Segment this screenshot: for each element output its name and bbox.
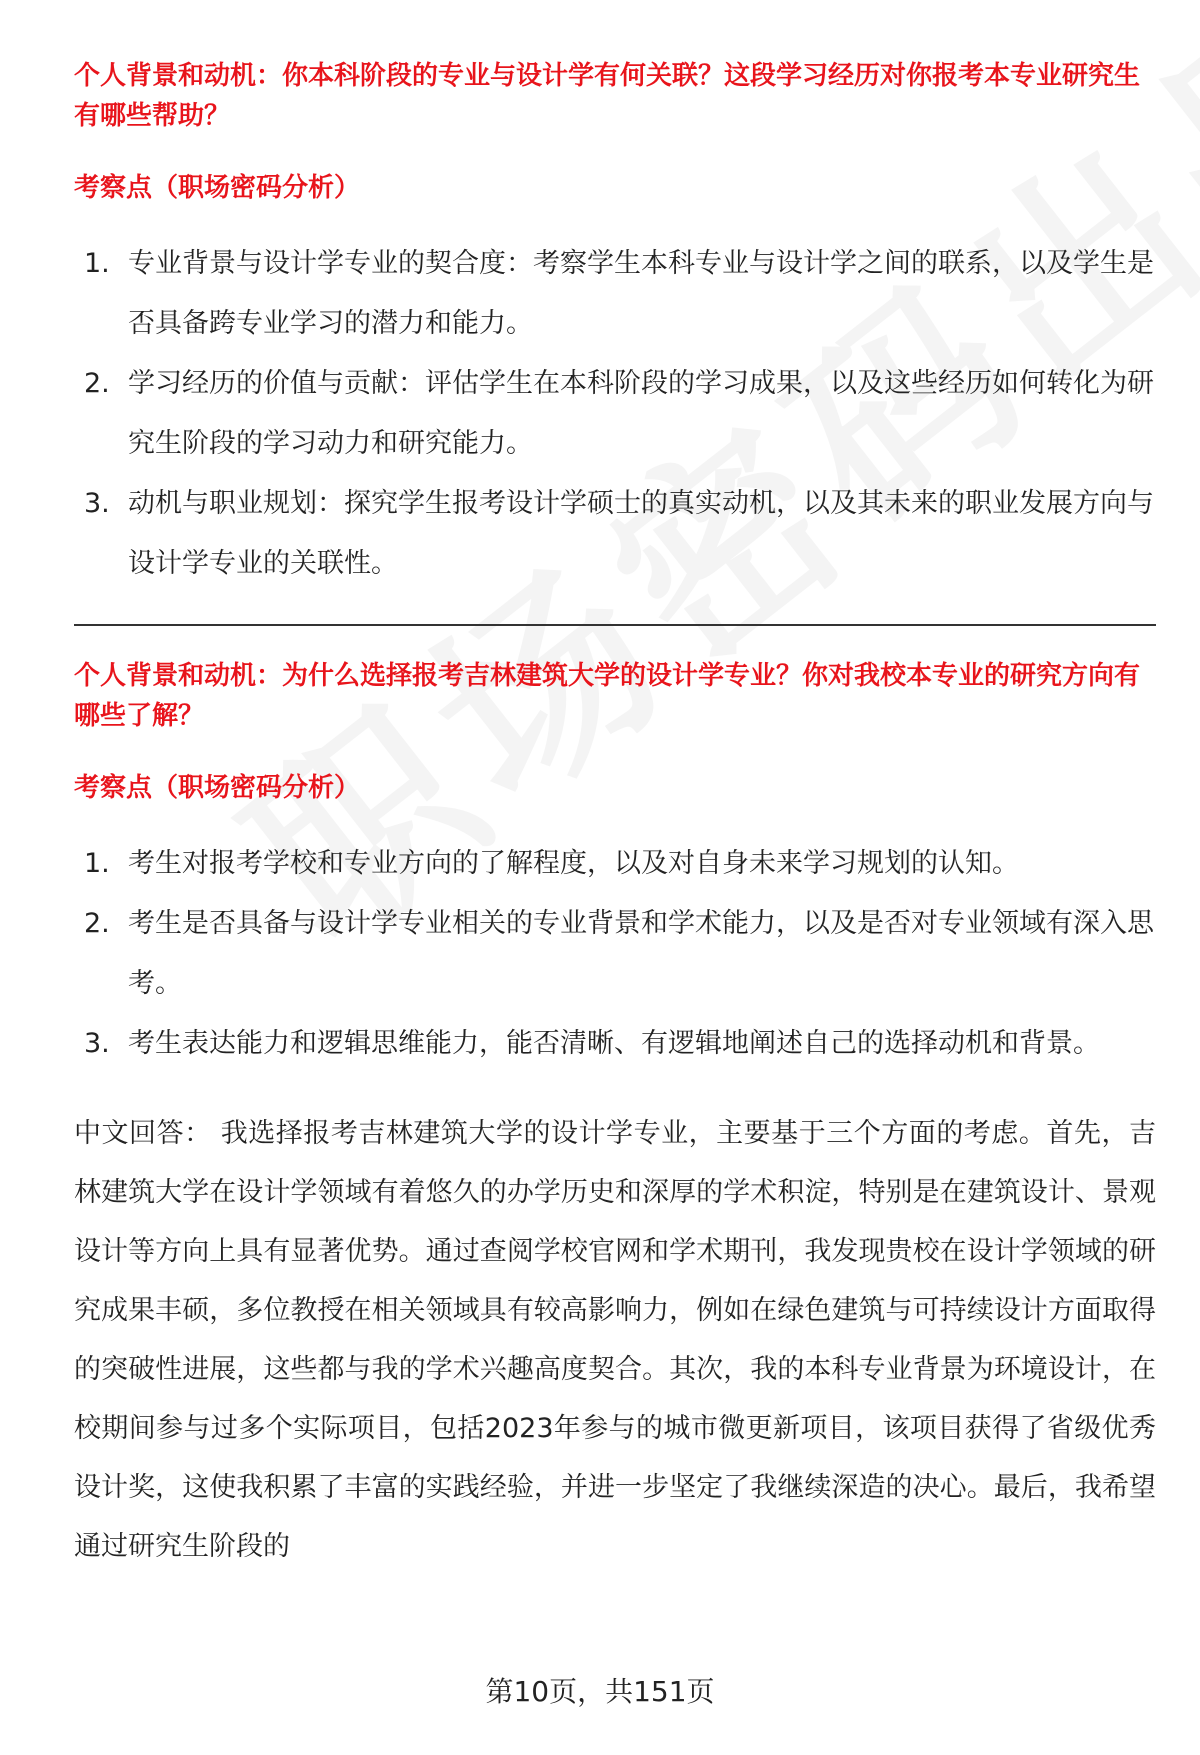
list-number: 3. [84,1028,110,1059]
analysis-label: 考察点（职场密码分析） [74,173,361,203]
list-text: 动机与职业规划：探究学生报考设计学硕士的真实动机，以及其未来的职业发展方向与设计学专业的关联性。 [128,488,1154,579]
page-footer: 第10页，共151页 [485,1675,715,1708]
list-item [74,894,1156,1014]
list-text: 学习经历的价值与贡献：评估学生在本科阶段的学习成果，以及这些经历如何转化为研究生阶段的学习动力和研究能力。 [128,368,1154,459]
list-number: 2. [84,368,110,399]
question-section-2 [74,656,1156,1074]
list-number: 3. [84,488,110,519]
analysis-label: 考察点（职场密码分析） [74,773,361,803]
list-text: 专业背景与设计学专业的契合度：考察学生本科专业与设计学之间的联系，以及学生是否具备跨专业学习的潜力和能力。 [128,248,1154,339]
answer-paragraph: 中文回答： 我选择报考吉林建筑大学的设计学专业，主要基于三个方面的考虑。首先，吉林建筑大学在设计学领域有着悠久的办学历史和深厚的学术积淀，特别是在建筑设计、景观设计等方向上具有显著优势。通过查阅学校官网和学术期刊，我发现贵校在设计学领域的研究成果丰硕，多位教授在相关领域具有较高影响力，例如在绿色建筑与可持续设计方面取得的突破性进展，这些都与我的学术兴趣高度契合。其次，我的本科专业背景为环境设计，在校期间参与过多个实际项目，包括2023年参与的城市微更新项目，该项目获得了省级优秀设计奖，这使我积累了丰富的实践经验，并进一步坚定了我继续深造的决心。最后，我希望通过研究生阶段的 [74,1118,1156,1562]
list-number: 1. [84,248,110,279]
list-item [74,1014,1156,1074]
list-item [74,354,1156,474]
analysis-list [74,234,1156,594]
analysis-list [74,834,1156,1074]
list-text: 考生对报考学校和专业方向的了解程度，以及对自身未来学习规划的认知。 [128,848,1019,879]
section-divider [74,624,1156,626]
question-title: 个人背景和动机：为什么选择报考吉林建筑大学的设计学专业？你对我校本专业的研究方向有哪些了解？ [74,661,1141,731]
list-text: 考生表达能力和逻辑思维能力，能否清晰、有逻辑地阐述自己的选择动机和背景。 [128,1028,1100,1059]
list-number: 2. [84,908,110,939]
list-item [74,834,1156,894]
list-text: 考生是否具备与设计学专业相关的专业背景和学术能力，以及是否对专业领域有深入思考。 [128,908,1154,999]
question-title: 个人背景和动机：你本科阶段的专业与设计学有何关联？这段学习经历对你报考本专业研究生有哪些帮助？ [74,61,1141,131]
list-item [74,474,1156,594]
list-number: 1. [84,848,110,879]
question-section-1 [74,56,1156,594]
document-page [74,56,1156,1576]
list-item [74,234,1156,354]
